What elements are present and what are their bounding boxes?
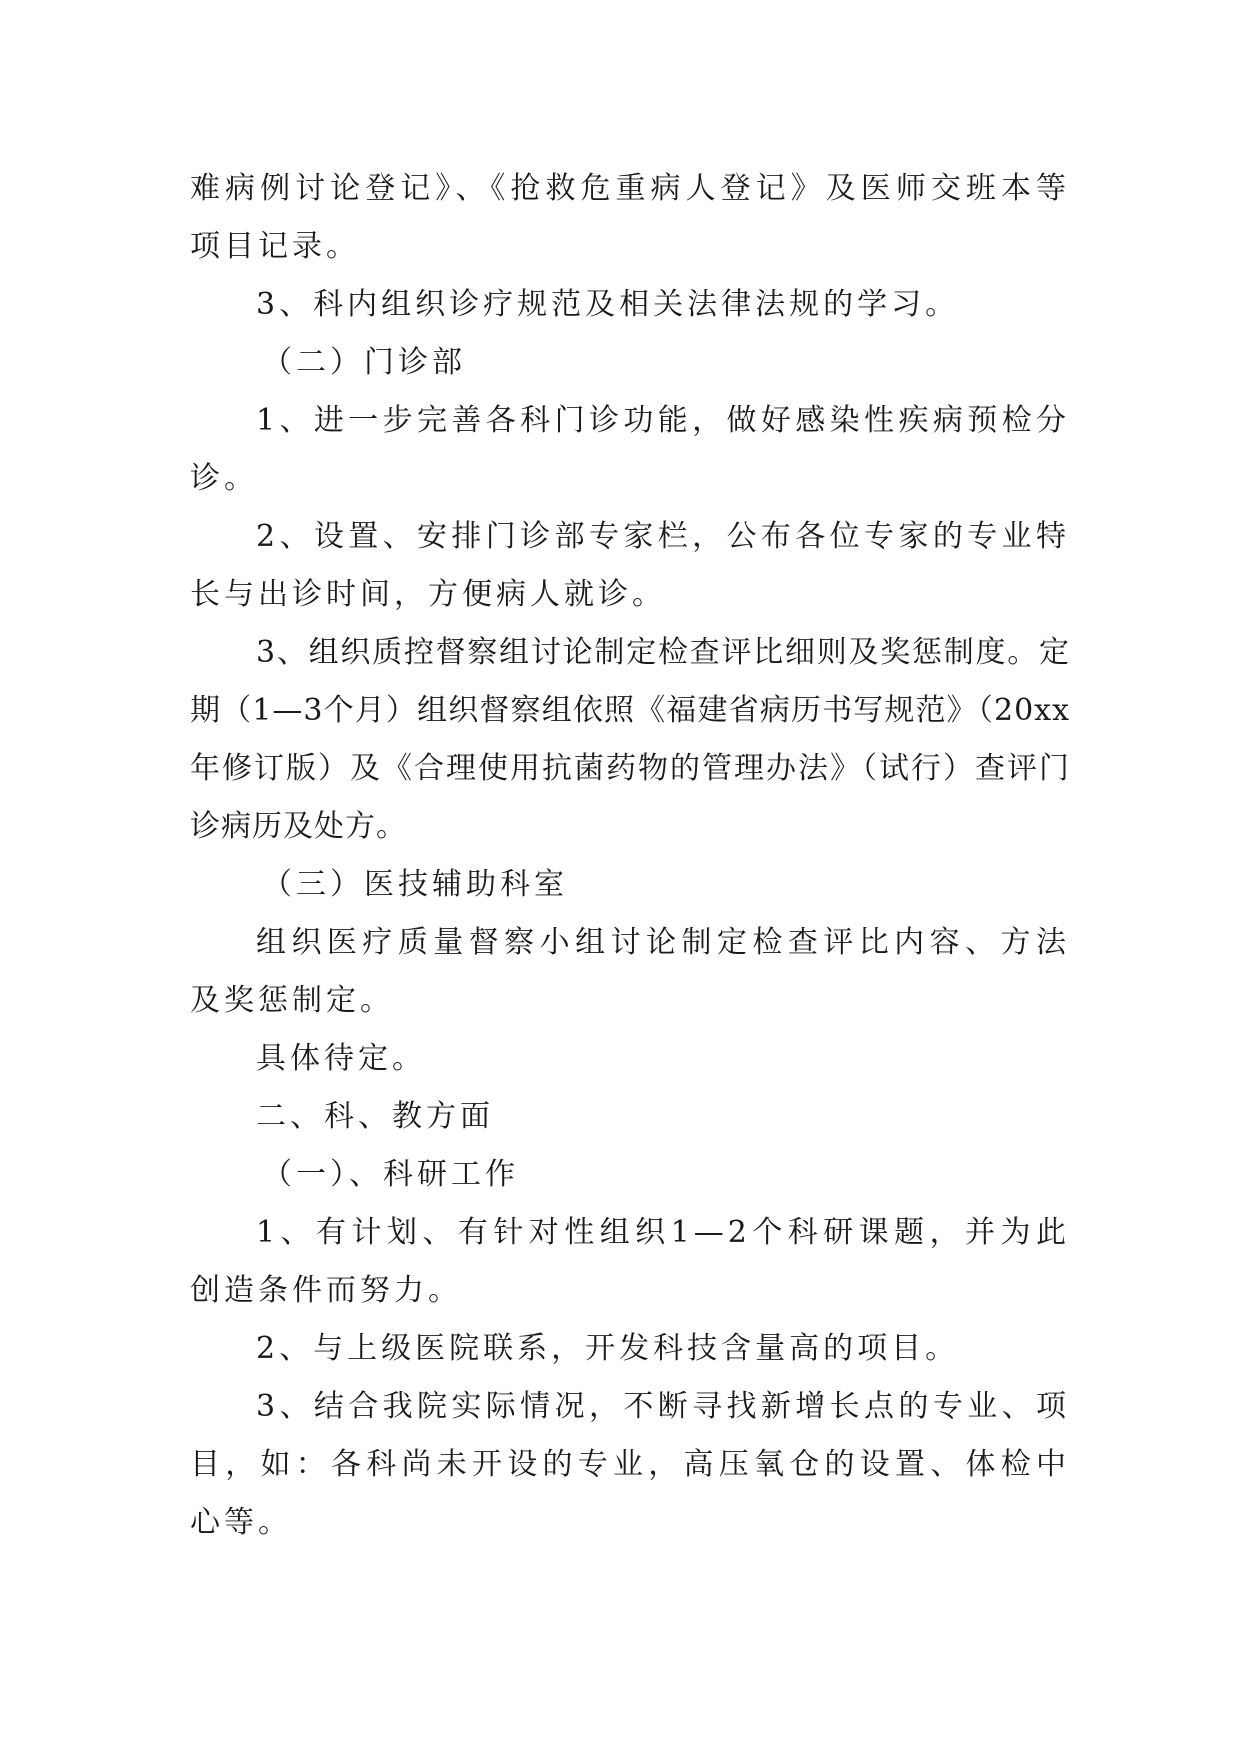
paragraph-item: 3、组织质控督察组讨论制定检查评比细则及奖惩制度。定期（1—3个月）组织督察组依照《福建省病历书写规范》（20xx年修订版）及《合理使用抗菌药物的管理办法》（试行）查评门诊病历及处方。 (190, 635, 1070, 844)
paragraph-item: 1、有计划、有针对性组织1—2个科研课题，并为此创造条件而努力。 (190, 1215, 1070, 1308)
document-body (190, 160, 1070, 1552)
paragraph-item: 2、设置、安排门诊部专家栏，公布各位专家的专业特长与出诊时间，方便病人就诊。 (190, 519, 1070, 612)
paragraph-item: 2、与上级医院联系，开发科技含量高的项目。 (256, 1331, 960, 1366)
paragraph-continuation: 难病例讨论登记》、《抢救危重病人登记》及医师交班本等项目记录。 (190, 171, 1070, 264)
section-heading: （二）门诊部 (262, 345, 466, 380)
section-heading: 二、科、教方面 (256, 1099, 494, 1134)
paragraph-item: 具体待定。 (256, 1041, 426, 1076)
section-heading: （三）医技辅助科室 (262, 867, 568, 902)
paragraph-item: 1、进一步完善各科门诊功能，做好感染性疾病预检分诊。 (190, 403, 1070, 496)
section-heading: （一）、科研工作 (262, 1157, 519, 1192)
paragraph-item: 组织医疗质量督察小组讨论制定检查评比内容、方法及奖惩制定。 (190, 925, 1070, 1018)
paragraph-item: 3、科内组织诊疗规范及相关法律法规的学习。 (256, 287, 960, 322)
paragraph-item: 3、结合我院实际情况，不断寻找新增长点的专业、项目，如：各科尚未开设的专业，高压氧仓的设置、体检中心等。 (190, 1389, 1070, 1540)
